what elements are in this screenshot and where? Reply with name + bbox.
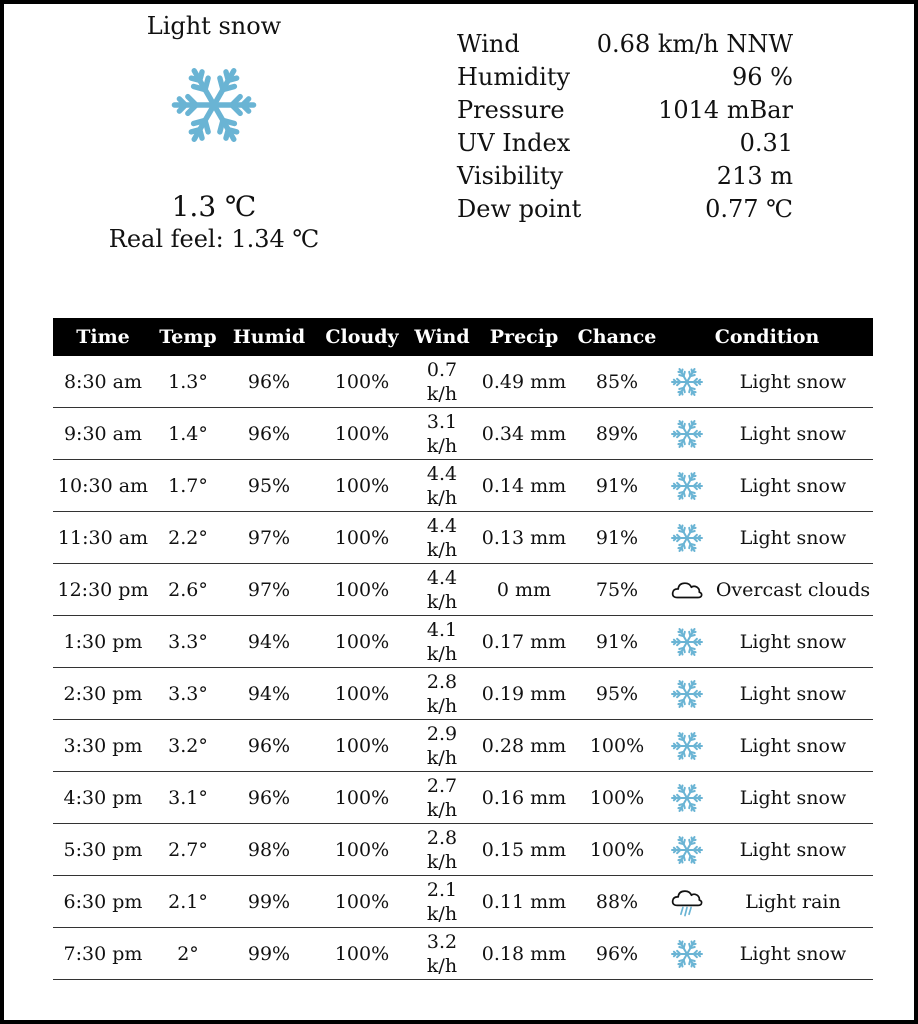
cell-cloudy: 100%: [315, 772, 409, 824]
cell-wind: 4.4 k/h: [409, 564, 475, 616]
cell-precip: 0.16 mm: [475, 772, 573, 824]
detail-label: Pressure: [457, 96, 565, 124]
cell-cloudy: 100%: [315, 720, 409, 772]
cell-precip: 0 mm: [475, 564, 573, 616]
cell-icon: [661, 616, 713, 668]
cell-cloudy: 100%: [315, 616, 409, 668]
snowflake-icon: [670, 729, 704, 763]
cell-humid: 96%: [223, 720, 315, 772]
cell-wind: 0.7 k/h: [409, 356, 475, 408]
cell-wind: 2.7 k/h: [409, 772, 475, 824]
header-chance: Chance: [573, 318, 661, 356]
cell-precip: 0.17 mm: [475, 616, 573, 668]
cell-wind: 2.1 k/h: [409, 876, 475, 928]
cell-wind: 2.8 k/h: [409, 824, 475, 876]
cell-wind: 4.4 k/h: [409, 460, 475, 512]
cell-wind: 4.4 k/h: [409, 512, 475, 564]
snowflake-icon: [169, 60, 259, 150]
snowflake-icon: [670, 625, 704, 659]
cell-time: 4:30 pm: [53, 772, 153, 824]
cell-time: 2:30 pm: [53, 668, 153, 720]
cell-cloudy: 100%: [315, 408, 409, 460]
cell-precip: 0.13 mm: [475, 512, 573, 564]
header-humid: Humid: [223, 318, 315, 356]
snowflake-icon: [670, 937, 704, 971]
cell-humid: 96%: [223, 408, 315, 460]
cell-time: 10:30 am: [53, 460, 153, 512]
cell-wind: 4.1 k/h: [409, 616, 475, 668]
cell-humid: 94%: [223, 668, 315, 720]
detail-row-uv-index: [457, 127, 793, 160]
cell-time: 5:30 pm: [53, 824, 153, 876]
cell-condition: Light snow: [713, 408, 873, 460]
cell-cloudy: 100%: [315, 564, 409, 616]
cell-cloudy: 100%: [315, 356, 409, 408]
header-temp: Temp: [153, 318, 223, 356]
cell-condition: Light snow: [713, 928, 873, 980]
cell-icon: [661, 512, 713, 564]
rain-cloud-icon: [670, 885, 704, 919]
cell-time: 9:30 am: [53, 408, 153, 460]
table-row: [53, 720, 873, 772]
cell-icon: [661, 824, 713, 876]
cell-humid: 96%: [223, 356, 315, 408]
cell-condition: Light snow: [713, 460, 873, 512]
cell-temp: 2.7°: [153, 824, 223, 876]
detail-label: Humidity: [457, 63, 571, 91]
cell-wind: 2.9 k/h: [409, 720, 475, 772]
snowflake-icon: [670, 521, 704, 555]
cell-precip: 0.15 mm: [475, 824, 573, 876]
header-wind: Wind: [409, 318, 475, 356]
cell-icon: [661, 928, 713, 980]
cell-icon: [661, 772, 713, 824]
table-row: [53, 460, 873, 512]
cell-humid: 99%: [223, 876, 315, 928]
cell-humid: 96%: [223, 772, 315, 824]
detail-value: 0.68 km/h NNW: [596, 30, 793, 58]
cell-temp: 3.1°: [153, 772, 223, 824]
cell-wind: 3.1 k/h: [409, 408, 475, 460]
cell-precip: 0.19 mm: [475, 668, 573, 720]
cell-icon: [661, 668, 713, 720]
cell-condition: Light snow: [713, 720, 873, 772]
cell-cloudy: 100%: [315, 824, 409, 876]
cell-condition: Light snow: [713, 824, 873, 876]
cell-chance: 75%: [573, 564, 661, 616]
cell-precip: 0.14 mm: [475, 460, 573, 512]
cell-chance: 91%: [573, 512, 661, 564]
cell-time: 6:30 pm: [53, 876, 153, 928]
snowflake-icon: [670, 365, 704, 399]
detail-row-wind: [457, 28, 793, 61]
detail-label: Wind: [457, 30, 520, 58]
cell-temp: 2.1°: [153, 876, 223, 928]
detail-value: 0.77 ℃: [705, 195, 793, 223]
detail-value: 213 m: [716, 162, 793, 190]
cell-condition: Light snow: [713, 512, 873, 564]
table-row: [53, 408, 873, 460]
detail-value: 0.31: [739, 129, 793, 157]
cell-time: 11:30 am: [53, 512, 153, 564]
current-condition-label: Light snow: [146, 12, 282, 40]
cell-icon: [661, 720, 713, 772]
detail-value: 96 %: [732, 63, 793, 91]
table-row: [53, 564, 873, 616]
detail-row-dew-point: [457, 193, 793, 226]
cell-condition: Light rain: [713, 876, 873, 928]
cell-condition: Light snow: [713, 616, 873, 668]
table-row: [53, 824, 873, 876]
cell-time: 7:30 pm: [53, 928, 153, 980]
cell-chance: 88%: [573, 876, 661, 928]
header-cloudy: Cloudy: [315, 318, 409, 356]
cell-chance: 91%: [573, 460, 661, 512]
cell-humid: 97%: [223, 512, 315, 564]
cell-humid: 97%: [223, 564, 315, 616]
hourly-forecast-table: [53, 318, 873, 980]
cell-precip: 0.28 mm: [475, 720, 573, 772]
snowflake-icon: [670, 469, 704, 503]
cell-humid: 95%: [223, 460, 315, 512]
cell-chance: 91%: [573, 616, 661, 668]
header-time: Time: [53, 318, 153, 356]
snowflake-icon: [670, 833, 704, 867]
cell-temp: 3.3°: [153, 668, 223, 720]
cell-icon: [661, 408, 713, 460]
cell-temp: 2.6°: [153, 564, 223, 616]
cell-cloudy: 100%: [315, 460, 409, 512]
snowflake-icon: [670, 781, 704, 815]
table-row: [53, 356, 873, 408]
table-row: [53, 928, 873, 980]
cell-precip: 0.18 mm: [475, 928, 573, 980]
cloud-icon: [670, 573, 704, 607]
cell-precip: 0.11 mm: [475, 876, 573, 928]
cell-temp: 2°: [153, 928, 223, 980]
weather-details: [457, 28, 793, 226]
cell-precip: 0.49 mm: [475, 356, 573, 408]
cell-precip: 0.34 mm: [475, 408, 573, 460]
detail-label: UV Index: [457, 129, 571, 157]
cell-chance: 100%: [573, 720, 661, 772]
table-body: [53, 356, 873, 980]
cell-temp: 3.3°: [153, 616, 223, 668]
table-row: [53, 512, 873, 564]
cell-wind: 3.2 k/h: [409, 928, 475, 980]
cell-icon: [661, 564, 713, 616]
cell-time: 3:30 pm: [53, 720, 153, 772]
header-precip: Precip: [475, 318, 573, 356]
cell-temp: 2.2°: [153, 512, 223, 564]
cell-chance: 85%: [573, 356, 661, 408]
table-row: [53, 876, 873, 928]
cell-time: 12:30 pm: [53, 564, 153, 616]
header-condition: Condition: [661, 318, 873, 356]
cell-condition: Light snow: [713, 356, 873, 408]
current-temperature: 1.3 ℃: [171, 190, 257, 223]
cell-temp: 1.3°: [153, 356, 223, 408]
cell-temp: 1.4°: [153, 408, 223, 460]
table-row: [53, 772, 873, 824]
cell-chance: 96%: [573, 928, 661, 980]
cell-time: 1:30 pm: [53, 616, 153, 668]
cell-humid: 98%: [223, 824, 315, 876]
detail-label: Dew point: [457, 195, 582, 223]
cell-cloudy: 100%: [315, 928, 409, 980]
snowflake-icon: [670, 417, 704, 451]
cell-temp: 3.2°: [153, 720, 223, 772]
detail-row-pressure: [457, 94, 793, 127]
table-row: [53, 616, 873, 668]
cell-chance: 100%: [573, 772, 661, 824]
detail-label: Visibility: [457, 162, 564, 190]
detail-value: 1014 mBar: [658, 96, 793, 124]
cell-chance: 89%: [573, 408, 661, 460]
detail-row-humidity: [457, 61, 793, 94]
cell-condition: Light snow: [713, 668, 873, 720]
snowflake-icon: [670, 677, 704, 711]
cell-wind: 2.8 k/h: [409, 668, 475, 720]
cell-humid: 99%: [223, 928, 315, 980]
real-feel: Real feel: 1.34 ℃: [108, 225, 320, 253]
cell-icon: [661, 876, 713, 928]
cell-cloudy: 100%: [315, 668, 409, 720]
cell-humid: 94%: [223, 616, 315, 668]
cell-cloudy: 100%: [315, 512, 409, 564]
cell-icon: [661, 356, 713, 408]
cell-temp: 1.7°: [153, 460, 223, 512]
table-header: [53, 318, 873, 356]
cell-chance: 100%: [573, 824, 661, 876]
cell-cloudy: 100%: [315, 876, 409, 928]
cell-time: 8:30 am: [53, 356, 153, 408]
table-row: [53, 668, 873, 720]
detail-row-visibility: [457, 160, 793, 193]
cell-condition: Light snow: [713, 772, 873, 824]
cell-icon: [661, 460, 713, 512]
cell-chance: 95%: [573, 668, 661, 720]
cell-condition: Overcast clouds: [713, 564, 873, 616]
current-conditions: [64, 10, 364, 254]
